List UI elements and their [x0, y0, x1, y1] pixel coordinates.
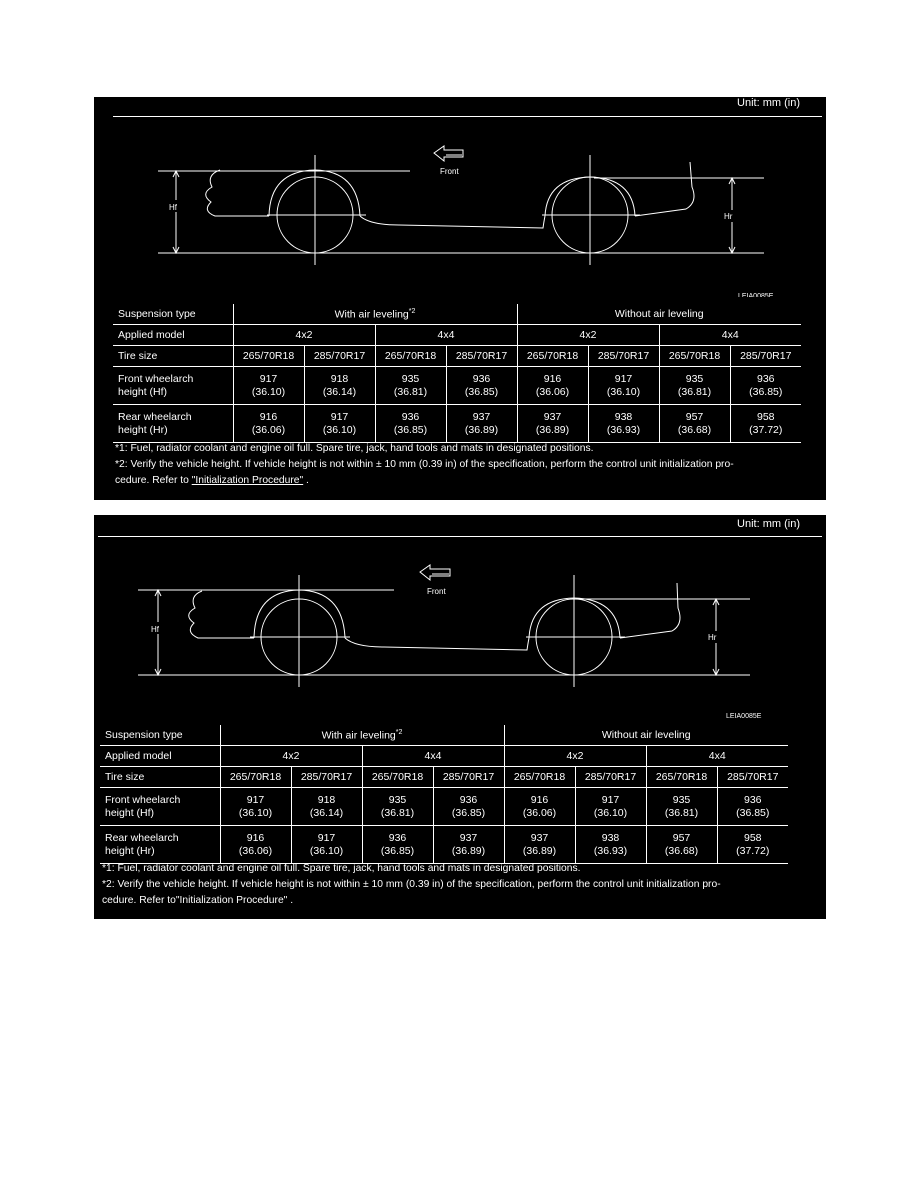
wheelarch-height-diagram — [94, 97, 826, 297]
front-label: Front — [440, 167, 459, 176]
front-height-header: Front wheelarch height (Hf) — [100, 788, 220, 826]
tire-size-header: Tire size — [113, 346, 233, 367]
model-cell: 4x4 — [362, 746, 504, 767]
tire-cell: 285/70R17 — [730, 346, 801, 367]
applied-model-header: Applied model — [113, 325, 233, 346]
front-height-cell: 935 (36.81) — [659, 367, 730, 405]
model-cell: 4x4 — [659, 325, 801, 346]
footnotes — [102, 861, 802, 909]
tire-cell: 265/70R18 — [233, 346, 304, 367]
hr-label: Hr — [724, 212, 733, 221]
rear-height-header: Rear wheelarch height (Hr) — [100, 826, 220, 864]
rear-height-cell: 917 (36.10) — [291, 826, 362, 864]
model-cell: 4x4 — [375, 325, 517, 346]
rear-height-cell: 957 (36.68) — [646, 826, 717, 864]
tire-cell: 265/70R18 — [659, 346, 730, 367]
tire-cell: 285/70R17 — [446, 346, 517, 367]
without-air-leveling-header: Without air leveling — [517, 304, 801, 325]
initialization-procedure-link[interactable]: "Initialization Procedure" — [191, 475, 304, 486]
rear-height-header: Rear wheelarch height (Hr) — [113, 405, 233, 443]
wheelarch-height-table — [100, 725, 788, 864]
front-height-cell: 917 (36.10) — [588, 367, 659, 405]
without-air-leveling-header: Without air leveling — [504, 725, 788, 746]
tire-cell: 265/70R18 — [517, 346, 588, 367]
tire-cell: 265/70R18 — [220, 767, 291, 788]
model-cell: 4x2 — [517, 325, 659, 346]
tire-cell: 265/70R18 — [504, 767, 575, 788]
footnotes — [115, 441, 815, 489]
front-height-cell: 917 (36.10) — [575, 788, 646, 826]
rear-height-cell: 936 (36.85) — [362, 826, 433, 864]
footnote-1: *1: Fuel, radiator coolant and engine oil full. Spare tire, jack, hand tools and mats in designated positions. — [102, 863, 581, 874]
front-height-cell: 935 (36.81) — [362, 788, 433, 826]
figure-id: LEIA0085E — [726, 713, 762, 720]
rear-height-cell: 958 (37.72) — [730, 405, 801, 443]
with-air-leveling-header: With air leveling$^{*2}$ — [220, 725, 504, 746]
tire-cell: 265/70R18 — [646, 767, 717, 788]
model-cell: 4x2 — [220, 746, 362, 767]
vehicle-height-spec-panel — [94, 97, 826, 500]
front-height-cell: 936 (36.85) — [433, 788, 504, 826]
footnote-2: *2: Verify the vehicle height. If vehicle height is not within ± 10 mm (0.39 in) of the specification, perform the control unit initialization pro- — [115, 459, 734, 470]
wheelarch-height-table — [113, 304, 801, 443]
with-air-leveling-header: With air leveling$^{*2}$ — [233, 304, 517, 325]
tire-cell: 265/70R18 — [362, 767, 433, 788]
rear-height-cell: 937 (36.89) — [517, 405, 588, 443]
front-height-cell: 935 (36.81) — [375, 367, 446, 405]
hf-label: Hf — [151, 625, 159, 634]
model-cell: 4x2 — [233, 325, 375, 346]
footnote-2: *2: Verify the vehicle height. If vehicle height is not within ± 10 mm (0.39 in) of the specification, perform the control unit initialization pro- — [102, 879, 721, 890]
footnote-2-continued: cedure. Refer to"Initialization Procedure" . — [102, 895, 294, 906]
front-label: Front — [427, 587, 446, 596]
rear-height-cell: 937 (36.89) — [504, 826, 575, 864]
suspension-type-header: Suspension type — [113, 304, 233, 325]
unit-label: Unit: mm (in) — [737, 518, 800, 530]
unit-label: Unit: mm (in) — [737, 97, 800, 109]
model-cell: 4x2 — [504, 746, 646, 767]
wheelarch-height-diagram — [94, 515, 826, 725]
front-height-cell: 936 (36.85) — [446, 367, 517, 405]
rear-height-cell: 936 (36.85) — [375, 405, 446, 443]
front-height-cell: 936 (36.85) — [717, 788, 788, 826]
front-height-cell: 916 (36.06) — [517, 367, 588, 405]
front-height-cell: 917 (36.10) — [220, 788, 291, 826]
rear-height-cell: 917 (36.10) — [304, 405, 375, 443]
model-cell: 4x4 — [646, 746, 788, 767]
hr-label: Hr — [708, 633, 717, 642]
rear-height-cell: 958 (37.72) — [717, 826, 788, 864]
footnote-2-continued: cedure. Refer to "Initialization Procedure" . — [115, 475, 309, 486]
tire-cell: 285/70R17 — [291, 767, 362, 788]
front-height-cell: 935 (36.81) — [646, 788, 717, 826]
rear-height-cell: 937 (36.89) — [433, 826, 504, 864]
applied-model-header: Applied model — [100, 746, 220, 767]
rear-height-cell: 938 (36.93) — [588, 405, 659, 443]
tire-cell: 285/70R17 — [304, 346, 375, 367]
footnote-1: *1: Fuel, radiator coolant and engine oil full. Spare tire, jack, hand tools and mats in designated positions. — [115, 443, 594, 454]
front-height-cell: 936 (36.85) — [730, 367, 801, 405]
initialization-procedure-link[interactable]: "Initialization Procedure" — [175, 895, 288, 906]
front-height-header: Front wheelarch height (Hf) — [113, 367, 233, 405]
tire-cell: 285/70R17 — [588, 346, 659, 367]
vehicle-height-spec-panel — [94, 515, 826, 919]
front-height-cell: 917 (36.10) — [233, 367, 304, 405]
rear-height-cell: 916 (36.06) — [233, 405, 304, 443]
tire-cell: 285/70R17 — [433, 767, 504, 788]
figure-id: LEIA0085E — [738, 293, 774, 297]
tire-cell: 285/70R17 — [717, 767, 788, 788]
tire-cell: 265/70R18 — [375, 346, 446, 367]
rear-height-cell: 916 (36.06) — [220, 826, 291, 864]
suspension-type-header: Suspension type — [100, 725, 220, 746]
tire-size-header: Tire size — [100, 767, 220, 788]
rear-height-cell: 938 (36.93) — [575, 826, 646, 864]
front-height-cell: 916 (36.06) — [504, 788, 575, 826]
front-height-cell: 918 (36.14) — [304, 367, 375, 405]
tire-cell: 285/70R17 — [575, 767, 646, 788]
rear-height-cell: 937 (36.89) — [446, 405, 517, 443]
front-height-cell: 918 (36.14) — [291, 788, 362, 826]
rear-height-cell: 957 (36.68) — [659, 405, 730, 443]
hf-label: Hf — [169, 203, 177, 212]
